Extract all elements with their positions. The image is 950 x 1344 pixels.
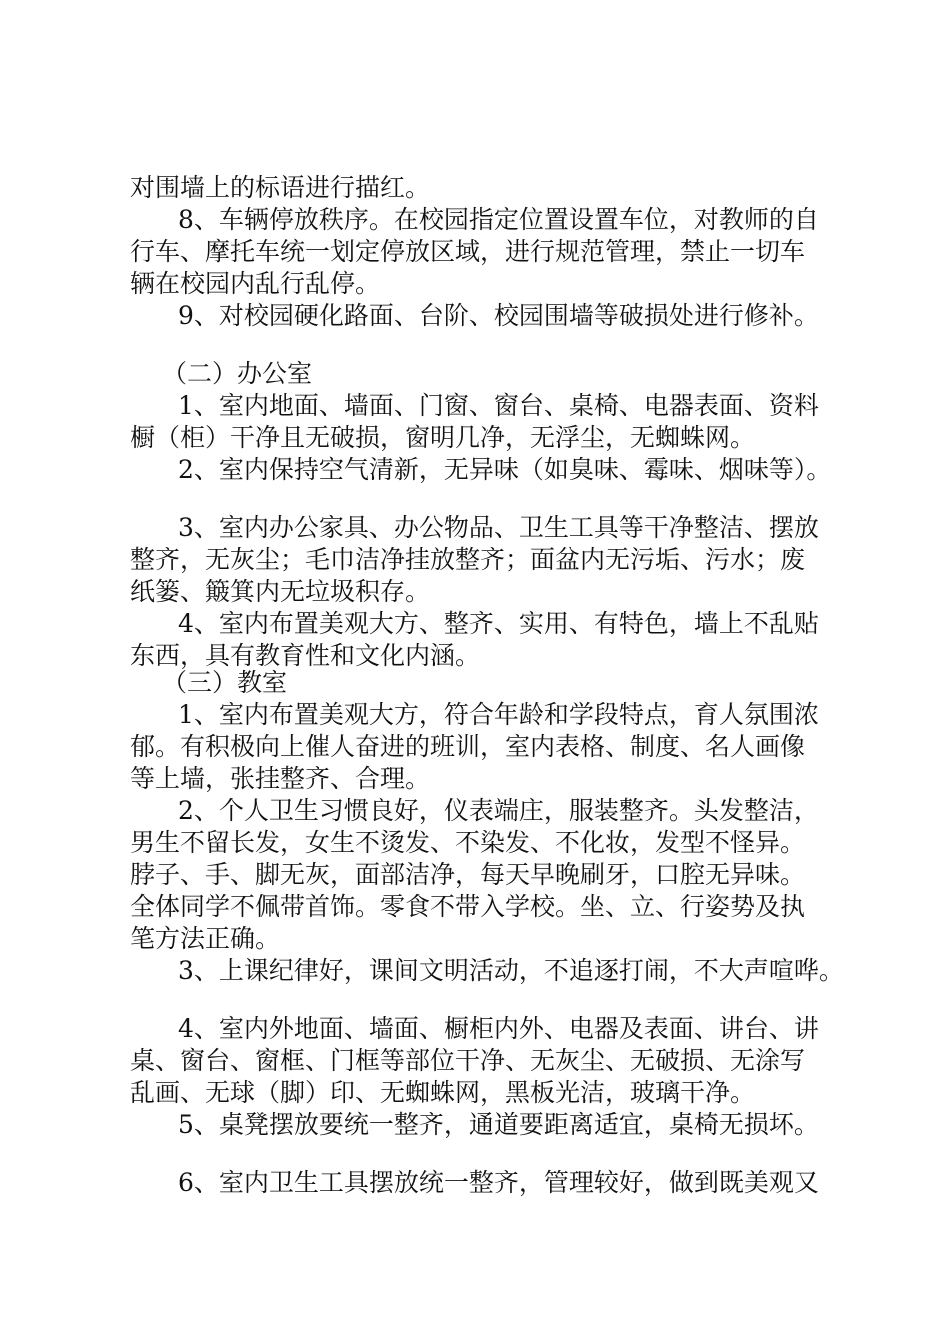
text-line: 笔方法正确。 (130, 924, 281, 953)
text-line: 3、室内办公家具、办公物品、卫生工具等干净整洁、摆放 (178, 513, 819, 542)
text-line: 2、室内保持空气清新，无异味（如臭味、霉味、烟味等）。 (178, 455, 832, 484)
text-line: 男生不留长发，女生不烫发、不染发、不化妆，发型不怪异。 (130, 828, 806, 857)
text-line: 橱（柜）干净且无破损，窗明几净，无浮尘，无蜘蛛网。 (130, 423, 756, 452)
text-line: 整齐，无灰尘；毛巾洁净挂放整齐；面盆内无污垢、污水；废 (130, 545, 806, 574)
text-line: 6、室内卫生工具摆放统一整齐，管理较好，做到既美观又 (178, 1168, 819, 1197)
section-heading: （三）教室 (162, 668, 288, 697)
text-line: 1、室内地面、墙面、门窗、窗台、桌椅、电器表面、资料 (178, 391, 819, 420)
text-line: 全体同学不佩带首饰。零食不带入学校。坐、立、行姿势及执 (130, 892, 806, 921)
text-line: 3、上课纪律好，课间文明活动，不追逐打闹，不大声喧哗。 (178, 956, 844, 985)
text-line: 4、室内布置美观大方、整齐、实用、有特色，墙上不乱贴 (178, 609, 819, 638)
text-line: 桌、窗台、窗框、门框等部位干净、无灰尘、无破损、无涂写 (130, 1046, 806, 1075)
section-heading: （二）办公室 (162, 359, 313, 388)
text-line: 脖子、手、脚无灰，面部洁净，每天早晚刷牙，口腔无异味。 (130, 860, 806, 889)
text-line: 5、桌凳摆放要统一整齐，通道要距离适宜，桌椅无损坏。 (178, 1110, 819, 1139)
text-line: 9、对校园硬化路面、台阶、校园围墙等破损处进行修补。 (178, 301, 819, 330)
text-line: 辆在校园内乱行乱停。 (130, 269, 381, 298)
text-line: 纸篓、簸箕内无垃圾积存。 (130, 577, 431, 606)
text-line: 东西，具有教育性和文化内涵。 (130, 641, 481, 670)
text-line: 对围墙上的标语进行描红。 (130, 173, 431, 202)
text-line: 1、室内布置美观大方，符合年龄和学段特点，育人氛围浓 (178, 700, 819, 729)
text-line: 2、个人卫生习惯良好，仪表端庄，服装整齐。头发整洁， (178, 796, 819, 825)
text-line: 等上墙，张挂整齐、合理。 (130, 764, 431, 793)
text-line: 4、室内外地面、墙面、橱柜内外、电器及表面、讲台、讲 (178, 1014, 819, 1043)
text-line: 郁。有积极向上催人奋进的班训，室内表格、制度、名人画像 (130, 732, 806, 761)
text-line: 行车、摩托车统一划定停放区域，进行规范管理，禁止一切车 (130, 237, 806, 266)
text-line: 8、车辆停放秩序。在校园指定位置设置车位，对教师的自 (178, 205, 819, 234)
text-line: 乱画、无球（脚）印、无蜘蛛网，黑板光洁，玻璃干净。 (130, 1078, 756, 1107)
